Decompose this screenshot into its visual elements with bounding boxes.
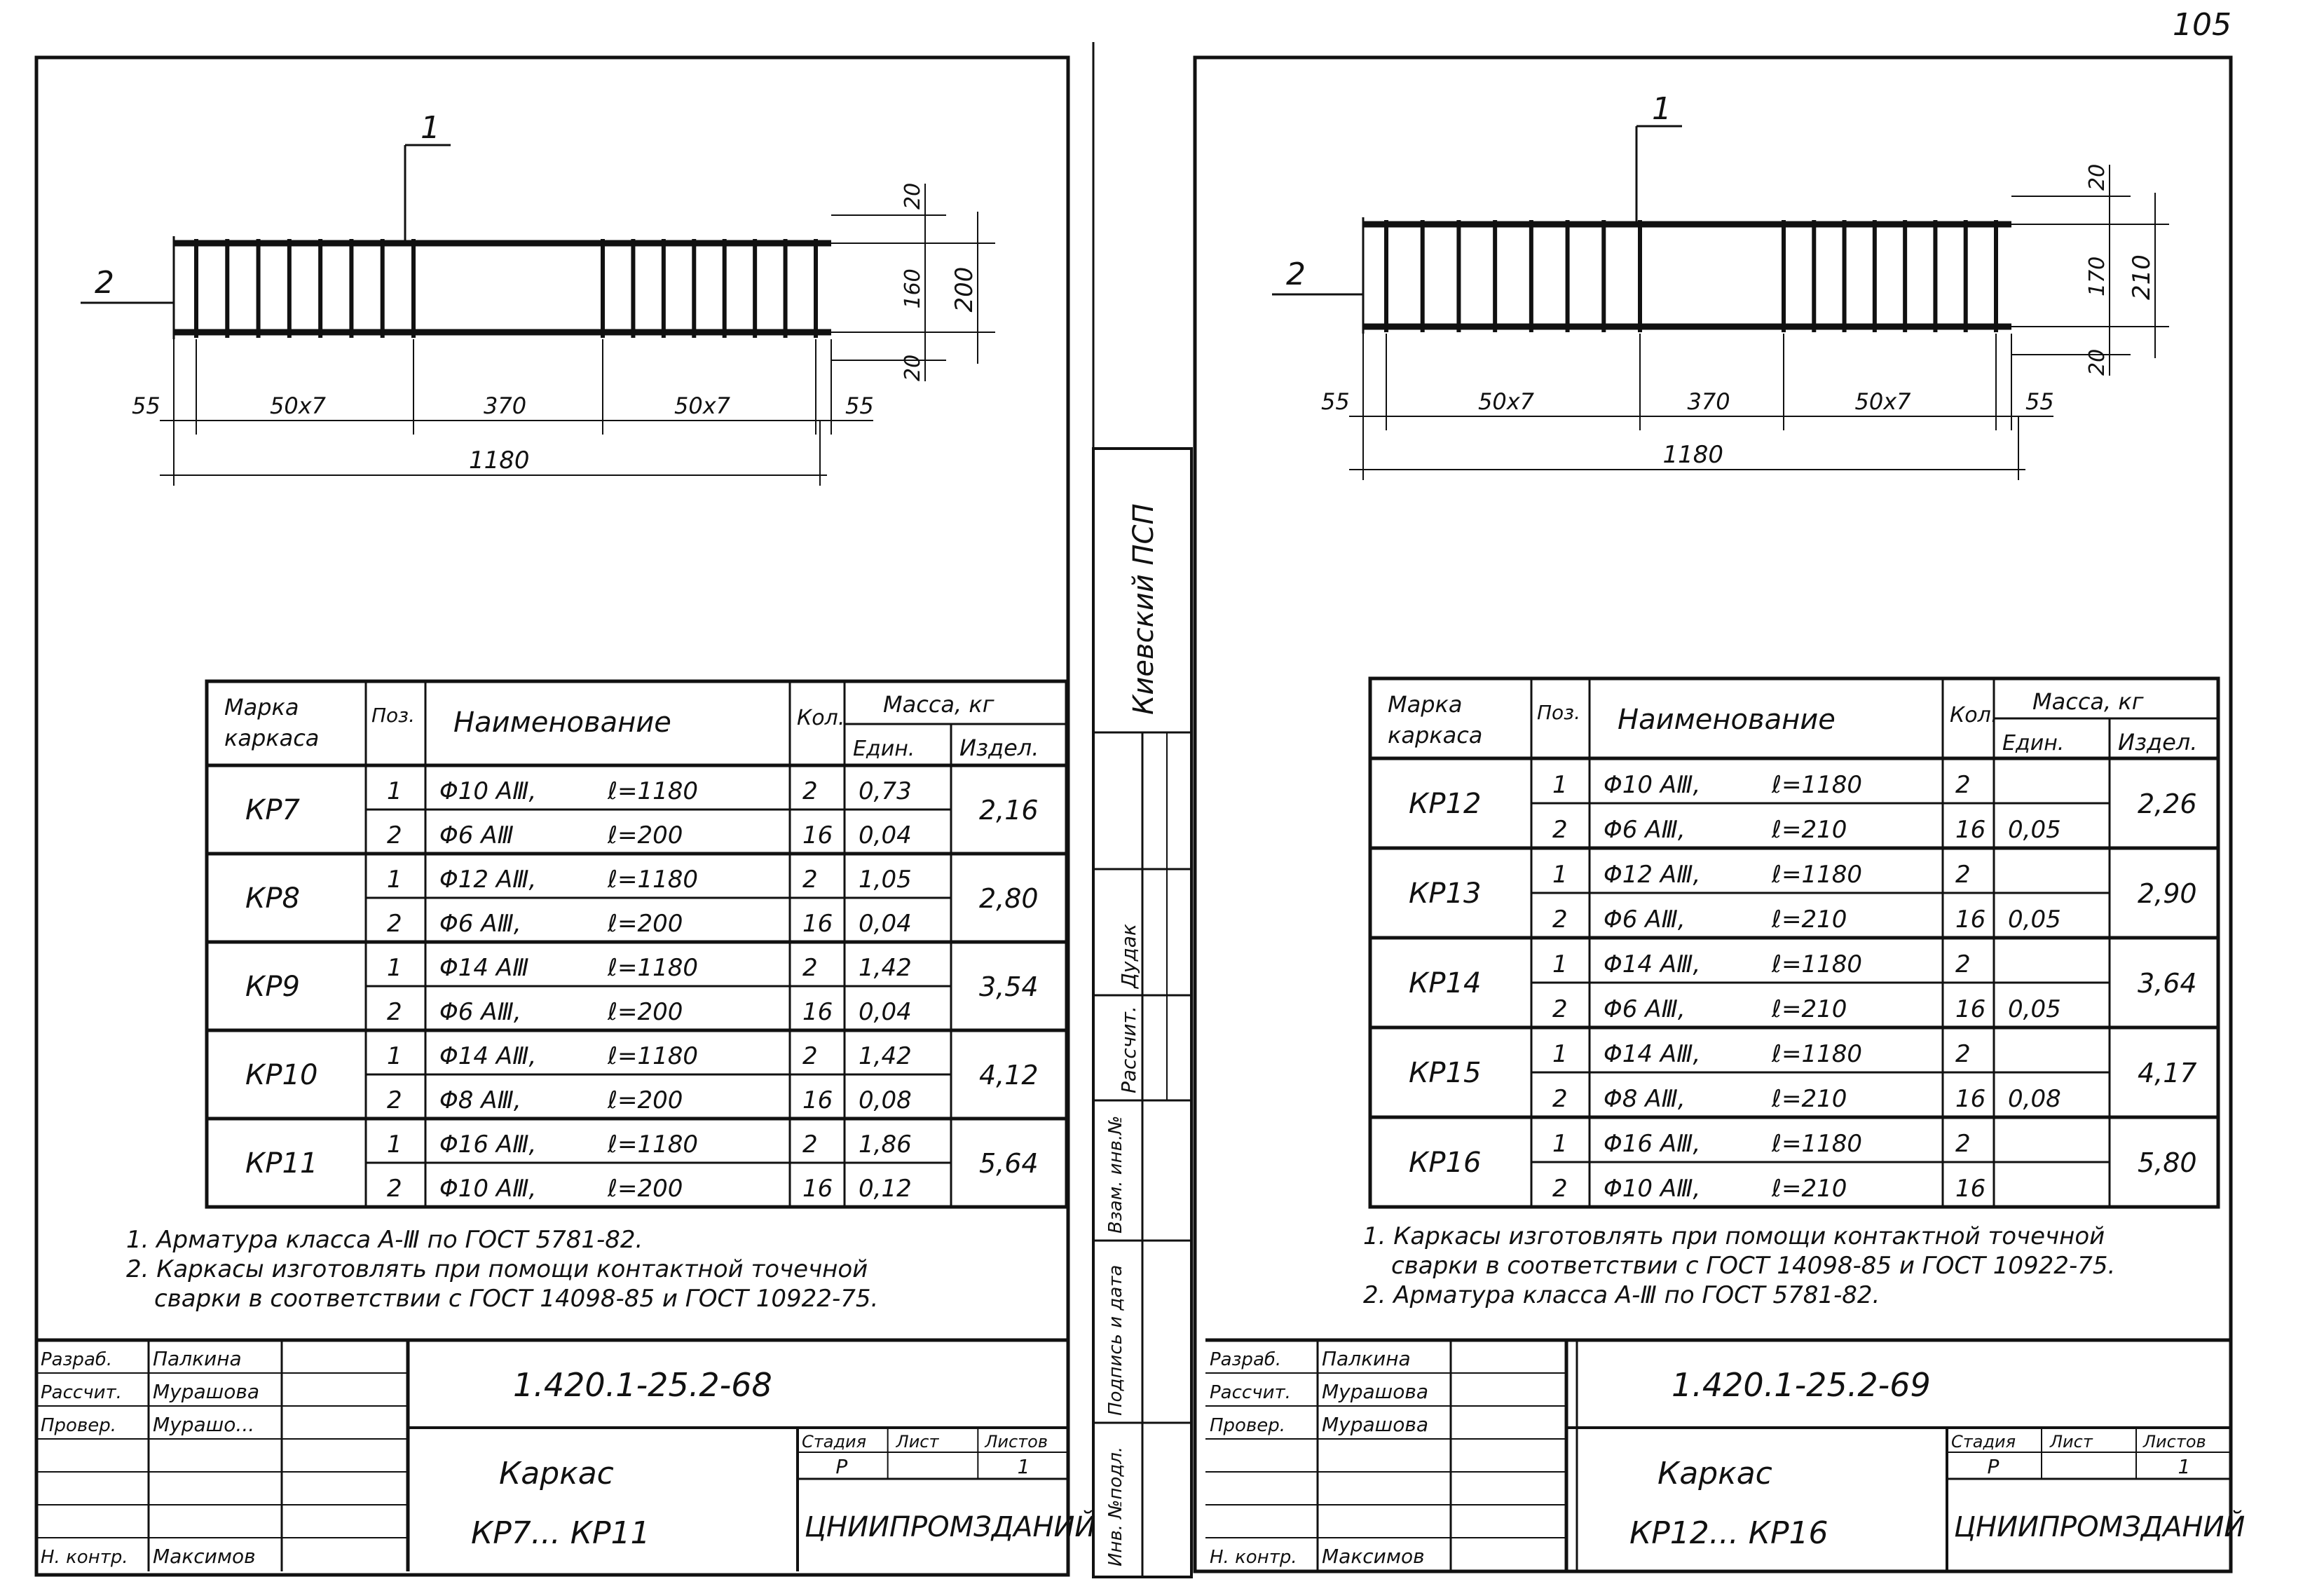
- row-qty: 2: [802, 777, 818, 805]
- header-mark-2: каркаса: [1388, 722, 1483, 749]
- row-name: Φ14 AⅢ,: [1604, 1040, 1701, 1068]
- group-mark: КР11: [245, 1147, 318, 1180]
- row-name: Φ14 AⅢ,: [1604, 950, 1701, 978]
- row-pos: 1: [1552, 861, 1568, 889]
- row-unit-mass: 0,05: [2008, 816, 2061, 844]
- header-pos: Поз.: [371, 704, 415, 727]
- seg-4-label: 50x7: [1854, 388, 1911, 415]
- dim-top-label: 20: [901, 182, 925, 210]
- row-qty: 2: [802, 954, 818, 982]
- row-pos: 2: [387, 1086, 402, 1114]
- row-pos: 1: [387, 954, 402, 982]
- row-length: ℓ=1180: [608, 1042, 699, 1070]
- row-qty: 2: [802, 866, 818, 894]
- header-item: Издел.: [2118, 729, 2198, 756]
- row-pos: 2: [387, 821, 402, 849]
- header-mark-1: Марка: [1388, 691, 1463, 718]
- tb-stage: Р: [835, 1455, 848, 1478]
- header-name: Наименование: [453, 706, 671, 739]
- row-unit-mass: 0,04: [859, 821, 912, 849]
- row-qty: 16: [802, 1175, 833, 1203]
- row-length: ℓ=1180: [1772, 950, 1863, 978]
- row-name: Φ10 AⅢ,: [439, 777, 537, 805]
- group-mark: КР15: [1409, 1057, 1482, 1089]
- note-line: 2. Арматура класса А-Ⅲ по ГОСТ 5781-82.: [1363, 1281, 1880, 1309]
- dim-bot-label: 20: [901, 354, 925, 381]
- row-length: ℓ=200: [608, 998, 683, 1026]
- header-unit: Един.: [2002, 731, 2065, 756]
- tb-name: Мурашова: [153, 1380, 260, 1403]
- group-mark: КР7: [245, 794, 300, 826]
- row-name: Φ6 AⅢ: [439, 821, 514, 849]
- row-pos: 1: [1552, 771, 1568, 799]
- row-name: Φ6 AⅢ,: [439, 998, 521, 1026]
- row-name: Φ10 AⅢ,: [1604, 771, 1701, 799]
- row-unit-mass: 0,12: [859, 1175, 912, 1203]
- row-pos: 2: [387, 1175, 402, 1203]
- row-length: ℓ=210: [1772, 995, 1847, 1023]
- row-pos: 2: [387, 998, 402, 1026]
- row-pos: 1: [1552, 1130, 1568, 1158]
- row-qty: 2: [1955, 950, 1971, 978]
- row-name: Φ12 AⅢ,: [439, 866, 537, 894]
- row-pos: 1: [387, 777, 402, 805]
- tb-name: Палкина: [1322, 1347, 1411, 1370]
- row-qty: 16: [802, 910, 833, 938]
- dim-bot-label: 20: [2085, 348, 2110, 376]
- row-name: Φ8 AⅢ,: [1604, 1085, 1686, 1113]
- tb-sheets-label: Листов: [985, 1432, 1048, 1452]
- row-name: Φ14 AⅢ: [439, 954, 529, 982]
- row-length: ℓ=200: [608, 1086, 683, 1114]
- tb-org: ЦНИИПРОМЗДАНИЙ: [1954, 1511, 2246, 1543]
- row-pos: 2: [1552, 995, 1568, 1023]
- tb-stage-label: Стадия: [1951, 1432, 2016, 1452]
- dim-mid-label: 170: [2085, 256, 2110, 296]
- row-pos: 1: [1552, 1040, 1568, 1068]
- title-block: [1205, 1340, 2245, 1571]
- group-mark: КР14: [1409, 967, 1482, 999]
- seg-1-label: 55: [1321, 388, 1350, 415]
- group-total: 2,26: [2138, 788, 2197, 819]
- stamp-label-replace: Взам. инв.№: [1105, 1115, 1126, 1234]
- row-length: ℓ=1180: [608, 777, 699, 805]
- header-mass: Масса, кг: [2032, 688, 2144, 715]
- header-qty: Кол.: [1950, 703, 1998, 728]
- header-unit: Един.: [853, 737, 915, 761]
- page-number: 105: [2173, 7, 2231, 43]
- group-total: 4,17: [2138, 1058, 2197, 1088]
- tb-name: Мурашова: [1322, 1413, 1429, 1436]
- row-name: Φ6 AⅢ,: [1604, 906, 1686, 934]
- group-total: 3,54: [979, 971, 1039, 1002]
- tb-code: 1.420.1-25.2-68: [513, 1366, 772, 1404]
- dim-total-h-label: 200: [950, 266, 978, 313]
- note-line: сварки в соответствии с ГОСТ 14098-85 и ГОСТ 10922-75.: [1391, 1252, 2116, 1280]
- seg-4-label: 50x7: [674, 392, 731, 419]
- seg-3-label: 370: [1687, 388, 1730, 415]
- row-unit-mass: 1,86: [859, 1131, 912, 1159]
- seg-5-label: 55: [2025, 388, 2054, 415]
- tb-title-1: Каркас: [1657, 1456, 1772, 1491]
- row-length: ℓ=210: [1772, 1085, 1847, 1113]
- row-unit-mass: 1,05: [859, 866, 912, 894]
- sheet-left: [36, 57, 1095, 1575]
- row-name: Φ12 AⅢ,: [1604, 861, 1701, 889]
- tb-sheets-label: Листов: [2143, 1432, 2206, 1452]
- row-length: ℓ=1180: [1772, 861, 1863, 889]
- tb-org: ЦНИИПРОМЗДАНИЙ: [805, 1511, 1096, 1543]
- tb-sheets-count: 1: [1017, 1455, 1030, 1478]
- row-qty: 2: [802, 1131, 818, 1159]
- tb-role: Разраб.: [41, 1349, 113, 1370]
- tb-role: Н. контр.: [1210, 1547, 1297, 1568]
- group-total: 3,64: [2138, 968, 2197, 999]
- group-total: 2,90: [2138, 878, 2197, 909]
- header-pos: Поз.: [1537, 701, 1580, 724]
- row-length: ℓ=1180: [1772, 1130, 1863, 1158]
- note-line: 1. Арматура класса А-Ⅲ по ГОСТ 5781-82.: [126, 1226, 643, 1254]
- row-qty: 2: [1955, 861, 1971, 889]
- tb-name: Палкина: [153, 1347, 242, 1370]
- group-mark: КР12: [1409, 788, 1482, 820]
- row-length: ℓ=1180: [608, 954, 699, 982]
- row-qty: 16: [802, 821, 833, 849]
- header-mass: Масса, кг: [883, 691, 994, 718]
- row-name: Φ6 AⅢ,: [439, 910, 521, 938]
- tb-role: Провер.: [41, 1415, 117, 1436]
- row-pos: 1: [387, 1042, 402, 1070]
- row-name: Φ8 AⅢ,: [439, 1086, 521, 1114]
- row-unit-mass: 1,42: [859, 1042, 912, 1070]
- group-total: 2,16: [979, 795, 1039, 826]
- tb-name: Мурашова: [1322, 1380, 1429, 1403]
- callout-2-label: 2: [95, 265, 114, 301]
- row-length: ℓ=200: [608, 821, 683, 849]
- row-pos: 2: [1552, 1085, 1568, 1113]
- tb-title-2: КР12... КР16: [1629, 1515, 1829, 1551]
- row-qty: 16: [802, 998, 833, 1026]
- header-item: Издел.: [959, 735, 1039, 761]
- row-qty: 16: [1955, 995, 1986, 1023]
- length-label: 1180: [469, 446, 530, 474]
- header-qty: Кол.: [797, 706, 845, 730]
- row-unit-mass: 1,42: [859, 954, 912, 982]
- row-length: ℓ=210: [1772, 816, 1847, 844]
- row-length: ℓ=1180: [1772, 771, 1863, 799]
- row-qty: 2: [1955, 771, 1971, 799]
- note-line: 1. Каркасы изготовлять при помощи контактной точечной: [1363, 1222, 2105, 1250]
- header-mark-2: каркаса: [224, 725, 320, 751]
- note-line: 2. Каркасы изготовлять при помощи контактной точечной: [126, 1255, 868, 1283]
- title-block: [36, 1340, 1095, 1571]
- tb-code: 1.420.1-25.2-69: [1672, 1366, 1931, 1404]
- tb-role: Рассчит.: [41, 1382, 122, 1403]
- group-total: 4,12: [979, 1060, 1039, 1091]
- tb-name: Мурашо...: [153, 1413, 255, 1436]
- tb-title-1: Каркас: [499, 1456, 614, 1491]
- note-line: сварки в соответствии с ГОСТ 14098-85 и ГОСТ 10922-75.: [154, 1285, 879, 1313]
- group-total: 2,80: [979, 883, 1039, 914]
- stamp-label-sign: Подпись и дата: [1105, 1264, 1126, 1416]
- spec-table: [207, 681, 1067, 1207]
- row-qty: 16: [1955, 1175, 1986, 1203]
- seg-2-label: 50x7: [270, 392, 327, 419]
- row-pos: 2: [387, 910, 402, 938]
- seg-2-label: 50x7: [1478, 388, 1535, 415]
- callout-2-label: 2: [1286, 257, 1306, 292]
- row-pos: 2: [1552, 1175, 1568, 1203]
- tb-stage-label: Стадия: [802, 1432, 867, 1452]
- row-unit-mass: 0,08: [2008, 1085, 2061, 1113]
- tb-role: Н. контр.: [41, 1547, 128, 1568]
- group-mark: КР9: [245, 971, 300, 1003]
- tb-role: Рассчит.: [1210, 1382, 1291, 1403]
- stamp-label-inv: Инв. №подл.: [1105, 1446, 1126, 1566]
- tb-name: Максимов: [153, 1545, 256, 1568]
- table-frame: [207, 681, 1067, 1207]
- tb-sheet-label: Лист: [2050, 1432, 2093, 1452]
- group-total: 5,80: [2138, 1147, 2197, 1178]
- row-unit-mass: 0,04: [859, 910, 912, 938]
- row-length: ℓ=1180: [608, 866, 699, 894]
- row-length: ℓ=200: [608, 910, 683, 938]
- row-qty: 2: [1955, 1130, 1971, 1158]
- row-pos: 1: [387, 1131, 402, 1159]
- dim-top-label: 20: [2085, 163, 2110, 191]
- header-name: Наименование: [1618, 704, 1836, 736]
- dim-total-h-label: 210: [2128, 254, 2156, 300]
- side-stamp: [1093, 42, 1191, 1577]
- row-unit-mass: 0,04: [859, 998, 912, 1026]
- group-total: 5,64: [979, 1148, 1039, 1179]
- row-name: Φ6 AⅢ,: [1604, 995, 1686, 1023]
- callout-1-label: 1: [1652, 91, 1672, 127]
- row-qty: 2: [802, 1042, 818, 1070]
- group-mark: КР8: [245, 882, 300, 915]
- group-mark: КР16: [1409, 1147, 1482, 1179]
- row-pos: 2: [1552, 906, 1568, 934]
- seg-5-label: 55: [845, 392, 874, 419]
- row-name: Φ16 AⅢ,: [1604, 1130, 1701, 1158]
- row-qty: 16: [1955, 1085, 1986, 1113]
- row-name: Φ10 AⅢ,: [439, 1175, 537, 1203]
- seg-3-label: 370: [484, 392, 527, 419]
- row-unit-mass: 0,08: [859, 1086, 912, 1114]
- tb-stage: Р: [1987, 1455, 2000, 1478]
- row-pos: 1: [387, 866, 402, 894]
- row-name: Φ14 AⅢ,: [439, 1042, 537, 1070]
- cage-drawing: [1272, 91, 2169, 480]
- row-length: ℓ=210: [1772, 906, 1847, 934]
- row-length: ℓ=1180: [1772, 1040, 1863, 1068]
- tb-name: Максимов: [1322, 1545, 1425, 1568]
- sheet-right: [1195, 57, 2245, 1571]
- row-qty: 16: [802, 1086, 833, 1114]
- row-pos: 1: [1552, 950, 1568, 978]
- cage-drawing: [81, 110, 995, 486]
- stamp-role: Рассчит.: [1117, 1006, 1140, 1093]
- tb-title-2: КР7... КР11: [471, 1515, 650, 1551]
- row-qty: 2: [1955, 1040, 1971, 1068]
- tb-sheets-count: 1: [2178, 1455, 2191, 1478]
- length-label: 1180: [1662, 441, 1724, 469]
- row-name: Φ16 AⅢ,: [439, 1131, 537, 1159]
- tb-sheet-label: Лист: [896, 1432, 939, 1452]
- tb-role: Разраб.: [1210, 1349, 1282, 1370]
- row-unit-mass: 0,73: [859, 777, 912, 805]
- callout-1-label: 1: [421, 110, 440, 146]
- seg-1-label: 55: [132, 392, 160, 419]
- row-name: Φ10 AⅢ,: [1604, 1175, 1701, 1203]
- row-length: ℓ=210: [1772, 1175, 1847, 1203]
- stamp-org: Киевский ПСП: [1128, 503, 1160, 715]
- row-name: Φ6 AⅢ,: [1604, 816, 1686, 844]
- row-pos: 2: [1552, 816, 1568, 844]
- group-mark: КР13: [1409, 878, 1482, 910]
- row-length: ℓ=200: [608, 1175, 683, 1203]
- sheets-layer: [36, 57, 2245, 1575]
- row-qty: 16: [1955, 906, 1986, 934]
- spec-table: [1370, 678, 2218, 1207]
- row-length: ℓ=1180: [608, 1131, 699, 1159]
- stamp-name: Дудак: [1117, 924, 1140, 988]
- tb-role: Провер.: [1210, 1415, 1286, 1436]
- row-qty: 16: [1955, 816, 1986, 844]
- header-mark-1: Марка: [224, 694, 299, 721]
- group-mark: КР10: [245, 1059, 318, 1091]
- dim-mid-label: 160: [901, 268, 925, 309]
- sheet-frame: [1195, 57, 2231, 1571]
- row-unit-mass: 0,05: [2008, 906, 2061, 934]
- row-unit-mass: 0,05: [2008, 995, 2061, 1023]
